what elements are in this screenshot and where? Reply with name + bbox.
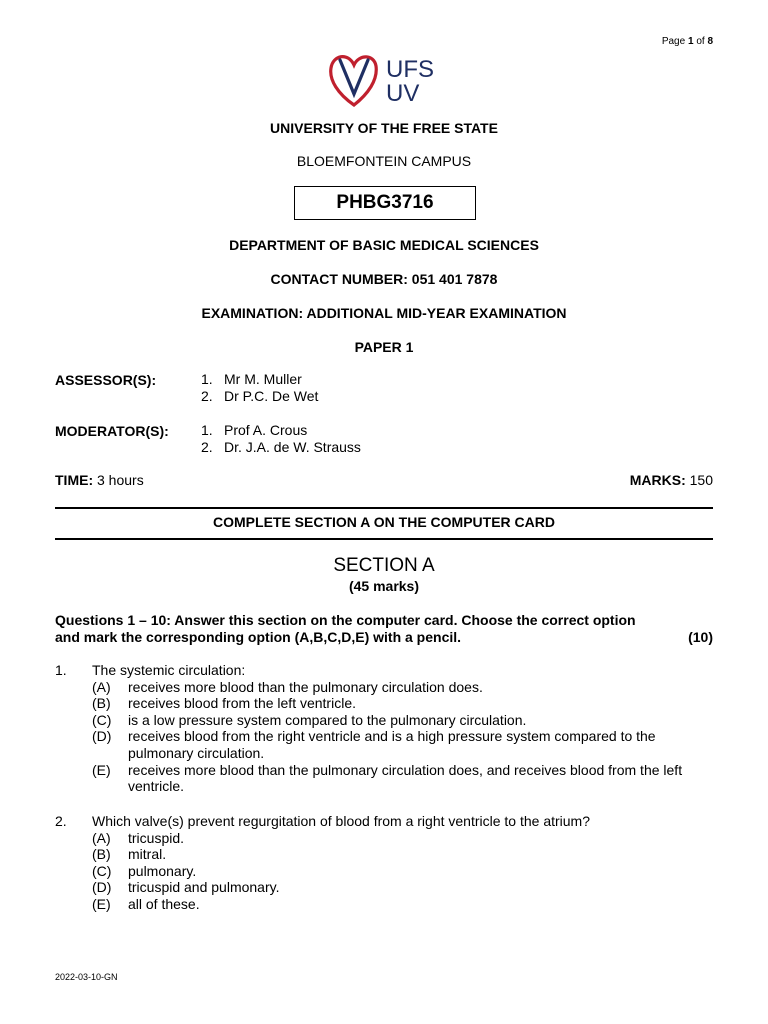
moderators-list [201, 422, 361, 456]
logo-text-ufs: UFS [386, 56, 434, 83]
section-instructions: Questions 1 – 10: Answer this section on the computer card. Choose the correct option and mark the corresponding option (A,B,C,D,E) with a pencil. (10) [55, 612, 713, 645]
page-number: Page 1 of 8 [661, 36, 713, 47]
question-2: 2. Which valve(s) prevent regurgitation of blood from a right ventricle to the atrium? (A) tricuspid. (B) mitral. (C) pulmonary. (D) tricuspid and pulmonary. (E) all of these. [55, 813, 715, 913]
contact-number: CONTACT NUMBER: 051 401 7878 [270, 271, 498, 287]
option-a: (A) tricuspid. [92, 829, 185, 846]
logo-text-uv: UV [386, 80, 420, 107]
instruction-banner: COMPLETE SECTION A ON THE COMPUTER CARD [213, 514, 555, 530]
exam-time: TIME: 3 hours [55, 472, 144, 488]
top-divider [55, 507, 713, 509]
assessor-item: 2. Dr P.C. De Wet [201, 388, 319, 404]
moderator-item: 1. Prof A. Crous [201, 422, 308, 438]
course-code-box: PHBG3716 [294, 186, 476, 220]
moderator-item: 2. Dr. J.A. de W. Strauss [201, 439, 361, 455]
examination-title: EXAMINATION: ADDITIONAL MID-YEAR EXAMINATION [201, 305, 567, 321]
option-c: (C) is a low pressure system compared to the pulmonary circulation. [92, 711, 527, 728]
option-b: (B) receives blood from the left ventricle. [92, 695, 356, 712]
option-d: (D) tricuspid and pulmonary. [92, 879, 280, 896]
assessors-label: ASSESSOR(S): [55, 372, 157, 388]
option-b: (B) mitral. [92, 846, 167, 863]
ufs-logo [328, 50, 443, 108]
campus-name: BLOEMFONTEIN CAMPUS [296, 153, 472, 169]
assessor-item: 1. Mr M. Muller [201, 371, 302, 387]
bottom-divider [55, 538, 713, 540]
question-1: 1. The systemic circulation: (A) receives more blood than the pulmonary circulation does. (B) receives blood from the left ventricle. (C) is a low pressure system compared to the pulmonary circulation. (D) receives blood from the right ventricle and is a high pressure system compared to the pulmonary circulation. (E) receives more blood than the pulmonary circulation does, and receives blood from the left ventricle. [55, 662, 715, 795]
option-d: (D) receives blood from the right ventricle and is a high pressure system compared to the pulmonary circulation. [92, 728, 656, 761]
option-e: (E) all of these. [92, 895, 200, 912]
section-title: SECTION A [333, 555, 435, 576]
exam-marks: MARKS: 150 [629, 472, 713, 488]
ufs-heart-mark [331, 57, 377, 105]
option-a: (A) receives more blood than the pulmonary circulation does. [92, 678, 483, 695]
footer-code: 2022-03-10-GN [55, 972, 118, 982]
university-name: UNIVERSITY OF THE FREE STATE [270, 120, 498, 136]
paper-number: PAPER 1 [354, 339, 414, 355]
department-name: DEPARTMENT OF BASIC MEDICAL SCIENCES [229, 237, 539, 253]
option-e: (E) receives more blood than the pulmonary circulation does, and receives blood from the left ventricle. [92, 761, 683, 795]
assessors-list [201, 371, 318, 405]
section-marks: (45 marks) [348, 578, 420, 594]
moderators-label: MODERATOR(S): [55, 423, 169, 439]
option-c: (C) pulmonary. [92, 862, 197, 879]
